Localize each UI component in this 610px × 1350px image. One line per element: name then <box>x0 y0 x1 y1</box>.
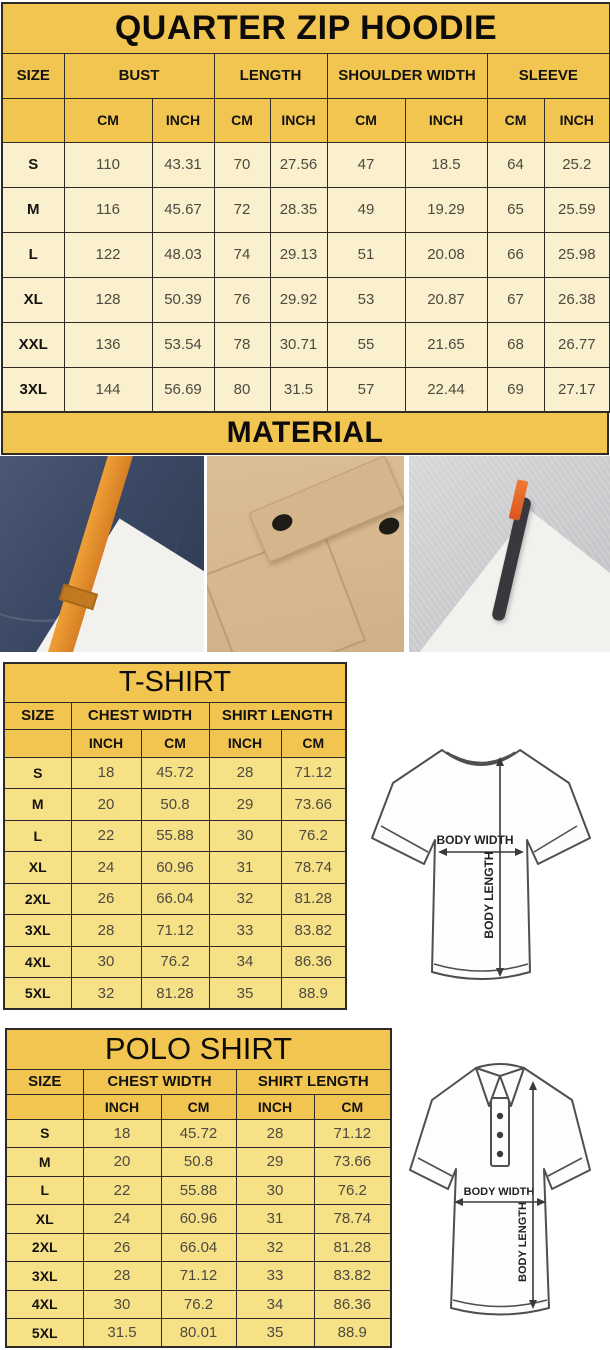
cell: 88.9 <box>314 1319 391 1348</box>
column-header-size: SIZE <box>6 1069 83 1094</box>
cell: 18.5 <box>405 142 487 187</box>
table-row <box>6 1319 391 1348</box>
cell: 72 <box>214 187 270 232</box>
body-width-label: BODY WIDTH <box>436 833 514 847</box>
cell: 20.08 <box>405 232 487 277</box>
cell: 60.96 <box>161 1205 236 1234</box>
table-row <box>4 883 346 915</box>
body-width-label: BODY WIDTH <box>463 1186 535 1198</box>
unit-header: INCH <box>405 98 487 142</box>
table-row <box>4 729 346 757</box>
size-label: 4XL <box>6 1290 83 1319</box>
cell: 30 <box>236 1176 314 1205</box>
table-row <box>2 322 610 367</box>
table-row <box>2 3 610 53</box>
material-section-header <box>1 411 609 455</box>
cell: 122 <box>64 232 152 277</box>
material-photo-gray-zipper <box>409 456 610 652</box>
material-title: MATERIAL <box>226 416 384 449</box>
table-row <box>2 232 610 277</box>
cell: 65 <box>487 187 544 232</box>
table-row <box>4 789 346 821</box>
column-header-sleeve: SLEEVE <box>487 53 610 98</box>
table-row <box>2 187 610 232</box>
tshirt-size-table <box>3 662 347 1010</box>
cell: 33 <box>209 915 281 947</box>
table-row <box>4 915 346 947</box>
cell: 47 <box>327 142 405 187</box>
cell: 19.29 <box>405 187 487 232</box>
cell: 26 <box>83 1233 161 1262</box>
cell: 30.71 <box>270 322 327 367</box>
cell: 28 <box>236 1119 314 1148</box>
cell: 76.2 <box>281 820 346 852</box>
size-label: 3XL <box>4 915 71 947</box>
cell: 49 <box>327 187 405 232</box>
cell: 31 <box>236 1205 314 1234</box>
table-row <box>4 702 346 729</box>
unit-header: CM <box>327 98 405 142</box>
cell: 76.2 <box>314 1176 391 1205</box>
material-photo-navy-fabric <box>0 456 204 652</box>
size-label: M <box>4 789 71 821</box>
cell: 25.2 <box>544 142 610 187</box>
size-label: M <box>2 187 64 232</box>
cell: 22.44 <box>405 367 487 412</box>
cell: 66.04 <box>161 1233 236 1262</box>
cell: 76.2 <box>161 1290 236 1319</box>
cell: 24 <box>83 1205 161 1234</box>
size-label: 3XL <box>2 367 64 412</box>
cell: 26.38 <box>544 277 610 322</box>
cell: 83.82 <box>281 915 346 947</box>
polo-size-table <box>5 1028 392 1348</box>
column-header-size: SIZE <box>2 53 64 98</box>
cell: 20 <box>71 789 141 821</box>
cell: 53 <box>327 277 405 322</box>
cell: 21.65 <box>405 322 487 367</box>
cell: 34 <box>209 946 281 978</box>
unit-header: CM <box>281 729 346 757</box>
cell: 45.72 <box>161 1119 236 1148</box>
column-header-size: SIZE <box>4 702 71 729</box>
body-length-label: BODY LENGTH <box>482 851 496 939</box>
cell: 28 <box>209 757 281 789</box>
cell: 66 <box>487 232 544 277</box>
size-label: XL <box>4 852 71 884</box>
column-header-chest-width: CHEST WIDTH <box>71 702 209 729</box>
cell: 74 <box>214 232 270 277</box>
tshirt-table-title: T-SHIRT <box>4 663 346 702</box>
cell: 144 <box>64 367 152 412</box>
cell: 71.12 <box>314 1119 391 1148</box>
cell: 28 <box>71 915 141 947</box>
cell: 55.88 <box>141 820 209 852</box>
cell: 29.92 <box>270 277 327 322</box>
material-photo-khaki-pocket <box>207 456 404 652</box>
button <box>497 1113 503 1119</box>
body-length-label: BODY LENGTH <box>517 1202 529 1282</box>
table-row <box>6 1119 391 1148</box>
cell: 76 <box>214 277 270 322</box>
column-header-bust: BUST <box>64 53 214 98</box>
cell: 66.04 <box>141 883 209 915</box>
size-label: 3XL <box>6 1262 83 1291</box>
cell: 43.31 <box>152 142 214 187</box>
hoodie-size-table <box>1 2 610 413</box>
cell: 18 <box>71 757 141 789</box>
unit-header: CM <box>141 729 209 757</box>
column-header-shoulder-width: SHOULDER WIDTH <box>327 53 487 98</box>
table-row <box>6 1029 391 1069</box>
table-row <box>4 663 346 702</box>
cell: 30 <box>209 820 281 852</box>
unit-header: CM <box>487 98 544 142</box>
cell: 110 <box>64 142 152 187</box>
column-header-chest-width: CHEST WIDTH <box>83 1069 236 1094</box>
size-label: XXL <box>2 322 64 367</box>
cell: 81.28 <box>314 1233 391 1262</box>
cell: 55 <box>327 322 405 367</box>
cell: 71.12 <box>161 1262 236 1291</box>
size-label: S <box>4 757 71 789</box>
cell: 68 <box>487 322 544 367</box>
cell: 30 <box>71 946 141 978</box>
cell: 57 <box>327 367 405 412</box>
cell: 27.56 <box>270 142 327 187</box>
size-label: 5XL <box>4 978 71 1010</box>
hoodie-table-title: QUARTER ZIP HOODIE <box>2 3 610 53</box>
cell: 24 <box>71 852 141 884</box>
cell: 34 <box>236 1290 314 1319</box>
cell: 64 <box>487 142 544 187</box>
cell: 32 <box>236 1233 314 1262</box>
cell: 45.72 <box>141 757 209 789</box>
cell: 128 <box>64 277 152 322</box>
table-row <box>4 852 346 884</box>
cell: 55.88 <box>161 1176 236 1205</box>
size-label: 2XL <box>6 1233 83 1262</box>
cell: 33 <box>236 1262 314 1291</box>
cell: 53.54 <box>152 322 214 367</box>
cell: 76.2 <box>141 946 209 978</box>
cell: 32 <box>71 978 141 1010</box>
cell: 78.74 <box>281 852 346 884</box>
table-row <box>4 820 346 852</box>
cell: 50.39 <box>152 277 214 322</box>
size-label: 5XL <box>6 1319 83 1348</box>
table-row <box>2 53 610 98</box>
cell: 26 <box>71 883 141 915</box>
empty-cell <box>4 729 71 757</box>
cell: 56.69 <box>152 367 214 412</box>
empty-cell <box>6 1094 83 1119</box>
cell: 50.8 <box>161 1148 236 1177</box>
size-label: L <box>2 232 64 277</box>
column-header-shirt-length: SHIRT LENGTH <box>236 1069 391 1094</box>
cell: 67 <box>487 277 544 322</box>
polo-table-title: POLO SHIRT <box>6 1029 391 1069</box>
size-label: XL <box>2 277 64 322</box>
table-row <box>2 98 610 142</box>
table-row <box>2 367 610 412</box>
cell: 88.9 <box>281 978 346 1010</box>
cell: 29 <box>209 789 281 821</box>
cell: 78.74 <box>314 1205 391 1234</box>
cell: 31.5 <box>270 367 327 412</box>
unit-header: INCH <box>83 1094 161 1119</box>
cell: 73.66 <box>281 789 346 821</box>
table-row <box>2 277 610 322</box>
table-row <box>6 1069 391 1094</box>
cell: 35 <box>209 978 281 1010</box>
cell: 81.28 <box>141 978 209 1010</box>
column-header-length: LENGTH <box>214 53 327 98</box>
material-photo-strip <box>0 456 610 652</box>
cell: 50.8 <box>141 789 209 821</box>
table-row <box>6 1205 391 1234</box>
unit-header: INCH <box>71 729 141 757</box>
size-label: S <box>2 142 64 187</box>
cell: 70 <box>214 142 270 187</box>
unit-header: INCH <box>152 98 214 142</box>
cell: 20.87 <box>405 277 487 322</box>
cell: 25.59 <box>544 187 610 232</box>
cell: 80.01 <box>161 1319 236 1348</box>
cell: 25.98 <box>544 232 610 277</box>
empty-cell <box>2 98 64 142</box>
table-row <box>4 978 346 1010</box>
tshirt-outline <box>372 750 590 979</box>
table-row <box>4 757 346 789</box>
cell: 86.36 <box>281 946 346 978</box>
polo-measurement-diagram <box>392 1042 608 1342</box>
table-row <box>6 1148 391 1177</box>
size-label: L <box>6 1176 83 1205</box>
cell: 78 <box>214 322 270 367</box>
button <box>497 1151 503 1157</box>
table-row <box>2 142 610 187</box>
cell: 18 <box>83 1119 161 1148</box>
cell: 28 <box>83 1262 161 1291</box>
unit-header: CM <box>314 1094 391 1119</box>
cell: 28.35 <box>270 187 327 232</box>
table-row <box>6 1176 391 1205</box>
unit-header: INCH <box>209 729 281 757</box>
cell: 29.13 <box>270 232 327 277</box>
size-label: S <box>6 1119 83 1148</box>
column-header-shirt-length: SHIRT LENGTH <box>209 702 346 729</box>
unit-header: INCH <box>236 1094 314 1119</box>
cell: 136 <box>64 322 152 367</box>
size-label: M <box>6 1148 83 1177</box>
cell: 35 <box>236 1319 314 1348</box>
unit-header: INCH <box>544 98 610 142</box>
cell: 73.66 <box>314 1148 391 1177</box>
table-row <box>4 946 346 978</box>
unit-header: CM <box>161 1094 236 1119</box>
table-row <box>6 1094 391 1119</box>
cell: 26.77 <box>544 322 610 367</box>
table-row <box>6 1233 391 1262</box>
size-label: XL <box>6 1205 83 1234</box>
cell: 80 <box>214 367 270 412</box>
button <box>497 1132 503 1138</box>
cell: 116 <box>64 187 152 232</box>
cell: 71.12 <box>281 757 346 789</box>
cell: 86.36 <box>314 1290 391 1319</box>
size-label: 4XL <box>4 946 71 978</box>
cell: 31 <box>209 852 281 884</box>
cell: 22 <box>71 820 141 852</box>
cell: 30 <box>83 1290 161 1319</box>
table-row <box>6 1262 391 1291</box>
cell: 27.17 <box>544 367 610 412</box>
unit-header: CM <box>64 98 152 142</box>
table-row <box>6 1290 391 1319</box>
cell: 69 <box>487 367 544 412</box>
cell: 60.96 <box>141 852 209 884</box>
cell: 48.03 <box>152 232 214 277</box>
cell: 20 <box>83 1148 161 1177</box>
unit-header: CM <box>214 98 270 142</box>
cell: 45.67 <box>152 187 214 232</box>
tshirt-measurement-diagram <box>348 680 610 1010</box>
size-label: L <box>4 820 71 852</box>
cell: 22 <box>83 1176 161 1205</box>
cell: 81.28 <box>281 883 346 915</box>
cell: 31.5 <box>83 1319 161 1348</box>
unit-header: INCH <box>270 98 327 142</box>
cell: 51 <box>327 232 405 277</box>
size-label: 2XL <box>4 883 71 915</box>
cell: 83.82 <box>314 1262 391 1291</box>
cell: 71.12 <box>141 915 209 947</box>
cell: 29 <box>236 1148 314 1177</box>
cell: 32 <box>209 883 281 915</box>
